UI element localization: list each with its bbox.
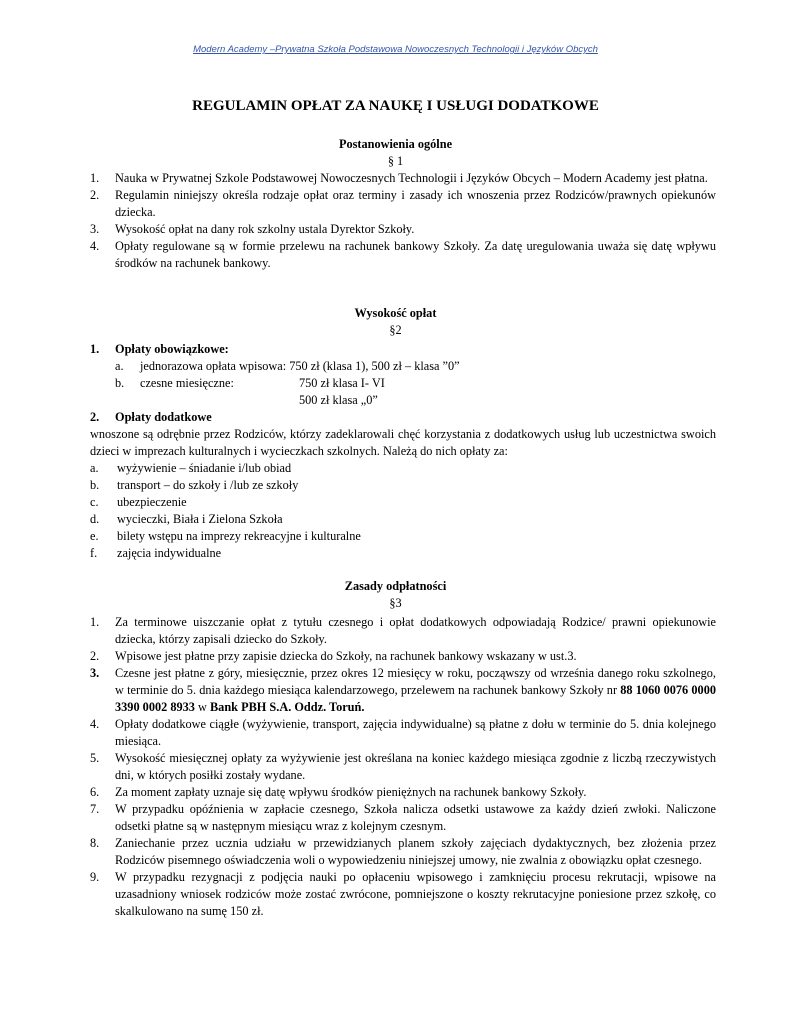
section-2-title: Wysokość opłat [354, 306, 437, 320]
list-item [90, 460, 716, 477]
section-3-heading [0, 578, 791, 612]
item-text: transport – do szkoły i /lub ze szkoły [117, 478, 299, 492]
item-number: 2. [90, 649, 100, 663]
extra-fees [90, 409, 716, 426]
item-number: b. [90, 478, 100, 492]
item-text: W przypadku rezygnacji z podjęcia nauki po opłaceniu wpisowego i zamknięciu procesu rekrutacji, wpisowe na uzasadniony wniosek rodziców może zostać zwrócone, pomniejszone o koszty rekrutacyjne poniesione przez szkołę, co skalkulowano na sumę 150 zł. [115, 870, 716, 918]
item-number: 9. [90, 870, 100, 884]
item-number: 5. [90, 751, 100, 765]
header-text: Modern Academy –Prywatna Szkoła Podstawowa Nowoczesnych Technologii i Języków Obcych [193, 44, 598, 55]
tuition-label: czesne miesięczne: [140, 376, 234, 390]
item-text: wycieczki, Biała i Zielona Szkoła [117, 512, 283, 526]
item-text-connector: w [194, 700, 210, 714]
list-item [90, 477, 716, 494]
section-1-paragraph-sign: § 1 [387, 154, 404, 168]
mandatory-fees-heading [90, 341, 716, 358]
tuition-value-1: 750 zł klasa I- VI [299, 376, 385, 390]
item-number: c. [90, 495, 99, 509]
item-number: 6. [90, 785, 100, 799]
section-3-body [90, 614, 716, 920]
section-2-paragraph-sign: §2 [389, 323, 402, 337]
list-item [90, 648, 716, 665]
list-item [90, 869, 716, 920]
list-item [90, 665, 716, 716]
item-number: a. [90, 461, 99, 475]
section-1-title: Postanowienia ogólne [338, 137, 453, 151]
list-item [90, 187, 716, 221]
item-text: jednorazowa opłata wpisowa: 750 zł (klasa 1), 500 zł – klasa ”0” [140, 359, 460, 373]
item-text: ubezpieczenie [117, 495, 187, 509]
item-number: 1. [90, 342, 100, 356]
section-2-body [90, 341, 716, 562]
section-1-heading [0, 136, 791, 170]
item-number: a. [115, 359, 124, 373]
section-3-paragraph-sign: §3 [389, 596, 402, 610]
item-number: 1. [90, 615, 100, 629]
page-header [0, 44, 791, 55]
section-1-body [90, 170, 716, 272]
item-text: Za terminowe uiszczanie opłat z tytułu czesnego i opłat dodatkowych odpowiadają Rodzice/ prawni opiekunowie dziecka, którzy zapisali dziecko do Szkoły. [115, 615, 716, 646]
item-text: Opłaty dodatkowe ciągłe (wyżywienie, transport, zajęcia indywidualne) są płatne z dołu w terminie do 5. dnia kolejnego miesiąca. [115, 717, 716, 748]
list-item [90, 221, 716, 238]
mandatory-fees-list [115, 358, 716, 409]
item-number: 2. [90, 410, 100, 424]
item-text: bilety wstępu na imprezy rekreacyjne i kulturalne [117, 529, 361, 543]
tuition-row [140, 392, 716, 409]
item-number: e. [90, 529, 99, 543]
section-3-title: Zasady odpłatności [344, 579, 447, 593]
item-text: Czesne jest płatne z góry, miesięcznie, przez okres 12 miesięcy w roku, począwszy od września danego roku szkolnego, w terminie do 5. dnia każdego miesiąca kalendarzowego, przelewem na rachunek bankowy Szkoły nr [115, 666, 716, 697]
item-number: 8. [90, 836, 100, 850]
bank-name: Bank PBH S.A. Oddz. Toruń. [209, 700, 365, 714]
item-text: Wysokość opłat na dany rok szkolny ustala Dyrektor Szkoły. [115, 222, 415, 236]
list-item [90, 716, 716, 750]
list-item [90, 750, 716, 784]
list-item [90, 238, 716, 272]
item-text: Opłaty regulowane są w formie przelewu na rachunek bankowy Szkoły. Za datę uregulowania uważa się datę wpływu środków na rachunek bankowy. [115, 239, 716, 270]
list-item [90, 614, 716, 648]
list-item [90, 784, 716, 801]
item-text: Nauka w Prywatnej Szkole Podstawowej Nowoczesnych Technologii i Języków Obcych – Modern Academy jest płatna. [115, 171, 708, 185]
item-number: 7. [90, 802, 100, 816]
item-number: d. [90, 512, 100, 526]
item-number: 2. [90, 188, 100, 202]
list-item [90, 545, 716, 562]
item-number: b. [115, 376, 125, 390]
list-item [90, 835, 716, 869]
item-text: wyżywienie – śniadanie i/lub obiad [117, 461, 292, 475]
item-number: f. [90, 546, 98, 560]
item-text: Zaniechanie przez ucznia udziału w przewidzianych planem szkoły zajęciach dydaktycznych, bez złożenia przez Rodziców pisemnego oświadczenia woli o wypowiedzeniu niniejszej umowy, nie zwalnia z obowiązku opłat czesnego. [115, 836, 716, 867]
item-number: 3. [90, 222, 100, 236]
extra-fees-list [90, 460, 716, 562]
list-item [115, 358, 716, 375]
item-text: Za moment zapłaty uznaje się datę wpływu środków pieniężnych na rachunek bankowy Szkoły. [115, 785, 587, 799]
item-text: Wpisowe jest płatne przy zapisie dziecka do Szkoły, na rachunek bankowy wskazany w ust.3. [115, 649, 577, 663]
section-2-heading [0, 305, 791, 339]
item-number: 4. [90, 717, 100, 731]
section-3-list [90, 614, 716, 920]
item-text: Regulamin niniejszy określa rodzaje opłat oraz terminy i zasady ich wnoszenia przez Rodziców/prawnych opiekunów dziecka. [115, 188, 716, 219]
list-item [90, 494, 716, 511]
extra-fees-heading [90, 409, 716, 426]
tuition-value-2: 500 zł klasa „0” [299, 393, 378, 407]
tuition-row [140, 375, 716, 392]
item-text: W przypadku opóźnienia w zapłacie czesnego, Szkoła nalicza odsetki ustawowe za każdy dzień zwłoki. Naliczone odsetki płatne są w następnym miesiącu wraz z kolejnym czesnym. [115, 802, 716, 833]
item-number: 4. [90, 239, 100, 253]
item-number: 3. [90, 666, 100, 680]
list-item [90, 528, 716, 545]
item-text: Opłaty dodatkowe [115, 410, 212, 424]
item-text: Wysokość miesięcznej opłaty za wyżywienie jest określana na koniec każdego miesiąca zgodnie z liczbą rzeczywistych dni, w których posiłki zostały wydane. [115, 751, 716, 782]
item-text: Opłaty obowiązkowe: [115, 342, 229, 356]
item-text: zajęcia indywidualne [117, 546, 222, 560]
list-item [90, 511, 716, 528]
mandatory-fees [90, 341, 716, 358]
bank-account-number: 88 1060 0076 0000 3390 0002 8933 [115, 683, 716, 714]
item-number: 1. [90, 171, 100, 185]
list-item [115, 375, 716, 409]
extra-fees-intro: wnoszone są odrębnie przez Rodziców, którzy zadeklarowali chęć korzystania z dodatkowych usług lub uczestnictwa swoich dzieci w imprezach kulturalnych i wycieczkach szkolnych. Należą do nich opłaty za: [90, 427, 716, 458]
section-1-list [90, 170, 716, 272]
list-item [90, 170, 716, 187]
list-item [90, 801, 716, 835]
document-title: REGULAMIN OPŁAT ZA NAUKĘ I USŁUGI DODATKOWE [192, 98, 599, 114]
spacer [140, 392, 299, 409]
